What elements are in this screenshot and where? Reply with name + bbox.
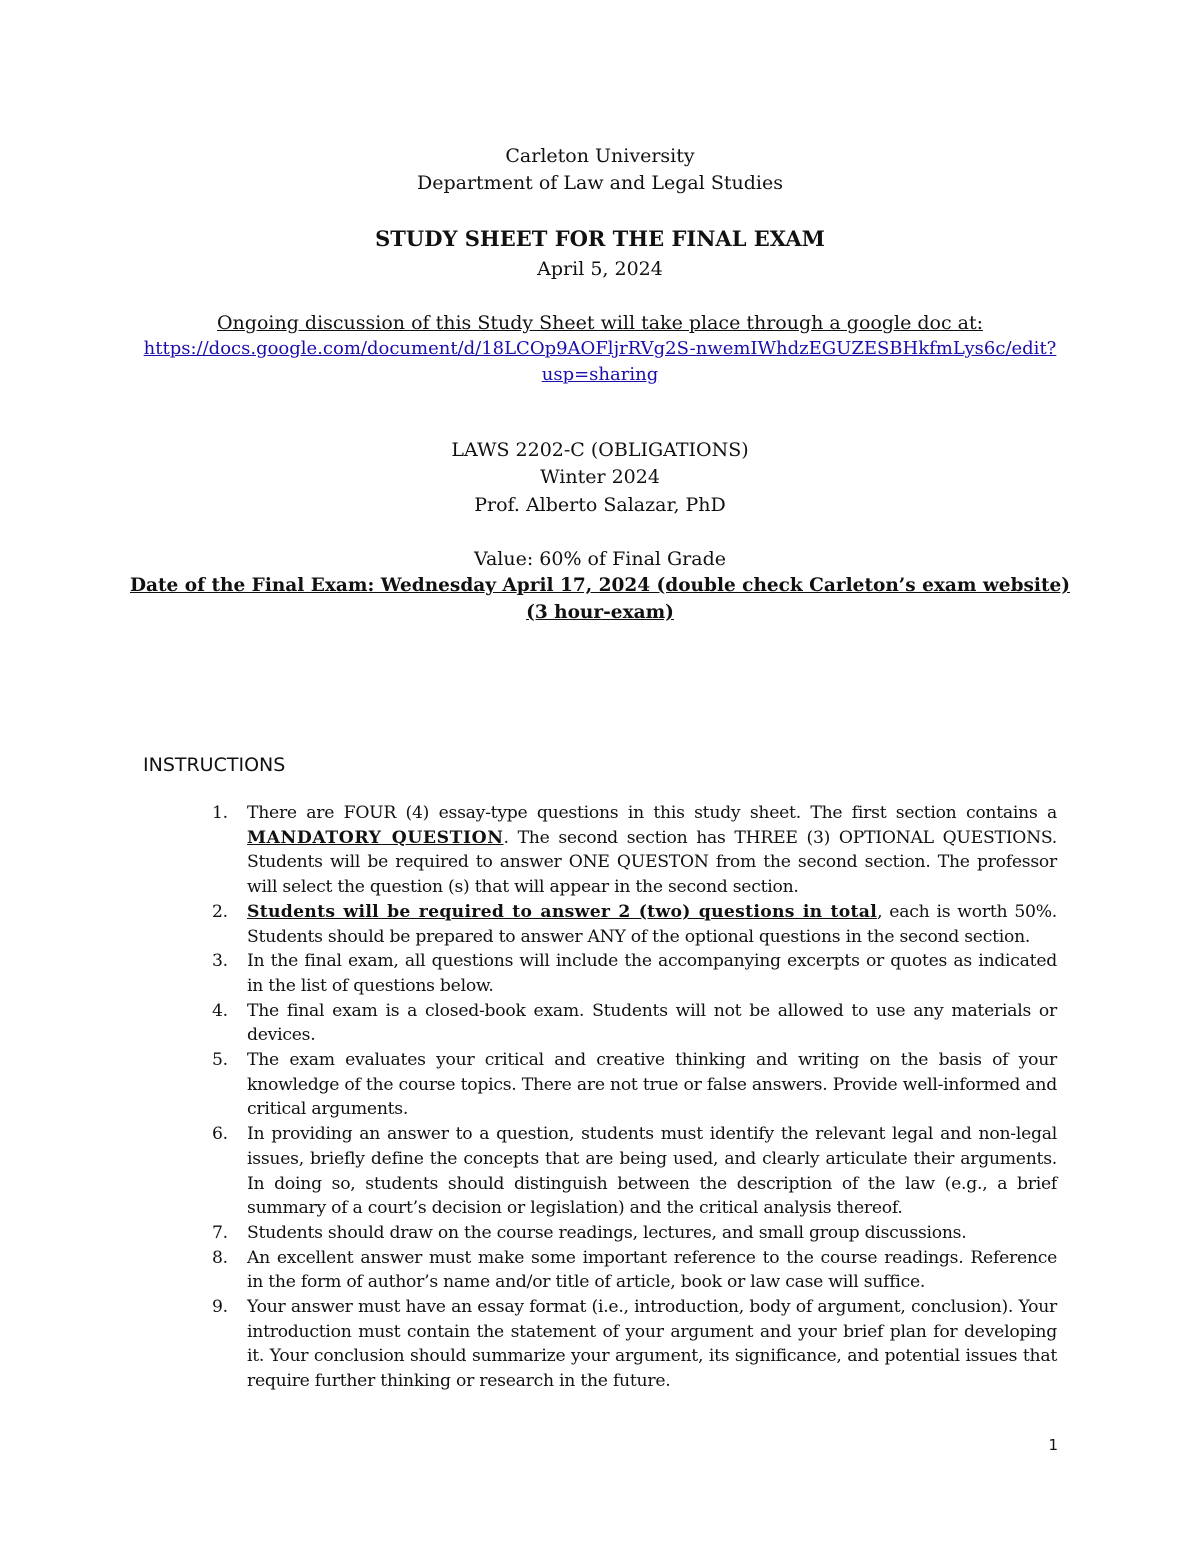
- discussion-note: Ongoing discussion of this Study Sheet will take place through a google doc at:: [216, 312, 983, 334]
- exam-date: Date of the Final Exam: Wednesday April 17, 2024 (double check Carleton’s exam website): [129, 575, 1071, 596]
- instruction-text: . The second section has THREE (3) OPTIONAL QUESTIONS. Students will be required to answer ONE QUESTON from the second section. The professor will select the question (s) that will appear in the second section.: [247, 827, 1057, 898]
- instruction-emphasis: MANDATORY QUESTION: [247, 827, 504, 848]
- course-code: LAWS 2202-C (OBLIGATIONS): [451, 439, 749, 461]
- instruction-number: 7.: [212, 1222, 228, 1243]
- instruction-item: [0, 949, 1057, 998]
- instruction-number: 9.: [212, 1297, 228, 1318]
- instruction-number: 5.: [212, 1050, 228, 1071]
- instruction-number: 8.: [212, 1247, 228, 1268]
- instruction-number: 2.: [212, 901, 228, 922]
- instruction-text: , each is worth 50%. Students should be prepared to answer ANY of the optional questions in the second section.: [247, 901, 1057, 947]
- instruction-item: [0, 900, 1057, 949]
- instruction-number: 3.: [212, 951, 228, 972]
- instruction-text: In the final exam, all questions will include the accompanying excerpts or quotes as indicated in the list of questions below.: [247, 951, 1057, 996]
- instruction-text: The final exam is a closed-book exam. Students will not be allowed to use any materials or devices.: [247, 1000, 1057, 1046]
- instruction-item: [0, 801, 1057, 900]
- instruction-number: 4.: [212, 1000, 228, 1021]
- instruction-emphasis: Students will be required to answer 2 (two) questions in total: [247, 901, 878, 922]
- instruction-text: Your answer must have an essay format (i.e., introduction, body of argument, conclusion). Your introduction must contain the statement of your argument and your brief plan for developing it. Your conclusion should summarize your argument, its significance, and potential issues that require further thinking or research in the future.: [247, 1297, 1057, 1392]
- instruction-text: The exam evaluates your critical and creative thinking and writing on the basis of your knowledge of the course topics. There are not true or false answers. Provide well-informed and critical arguments.: [247, 1050, 1057, 1120]
- university-name: Carleton University: [505, 145, 695, 167]
- instruction-item: [0, 1048, 1057, 1122]
- instructions-heading: INSTRUCTIONS: [143, 754, 286, 776]
- page-number: 1: [1048, 1436, 1058, 1454]
- instruction-item: [0, 1246, 1057, 1295]
- document-date: April 5, 2024: [537, 258, 663, 280]
- instruction-text: There are FOUR (4) essay-type questions in this study sheet. The first section contains a: [247, 803, 1057, 823]
- instruction-text: In providing an answer to a question, students must identify the relevant legal and non-legal issues, briefly define the concepts that are being used, and clearly articulate their arguments. In doing so, students should distinguish between the description of the law (e.g., a brief summary of a court’s decision or legislation) and the critical analysis thereof.: [247, 1124, 1057, 1219]
- instruction-item: [0, 1221, 1057, 1246]
- course-term: Winter 2024: [540, 466, 660, 488]
- instruction-text: Students should draw on the course readings, lectures, and small group discussions.: [247, 1222, 967, 1243]
- instruction-item: [0, 1122, 1057, 1221]
- google-doc-link[interactable]: [0, 336, 1200, 388]
- google-doc-link-line1[interactable]: https://docs.google.com/document/d/18LCOp9AOFljrRVg2S-nwemIWhdzEGUZESBHkfmLys6c/edit?: [143, 338, 1057, 359]
- instructions-list: [0, 801, 1200, 1394]
- instruction-item: [0, 999, 1057, 1048]
- instruction-number: 6.: [212, 1124, 228, 1145]
- exam-duration: (3 hour-exam): [526, 602, 674, 623]
- document-title: STUDY SHEET FOR THE FINAL EXAM: [375, 226, 825, 251]
- course-professor: Prof. Alberto Salazar, PhD: [474, 494, 726, 516]
- grade-value: Value: 60% of Final Grade: [473, 548, 727, 570]
- instruction-item: [0, 1295, 1057, 1394]
- department-name: Department of Law and Legal Studies: [417, 172, 783, 194]
- google-doc-link-line2[interactable]: usp=sharing: [541, 364, 659, 385]
- instruction-number: 1.: [212, 803, 228, 823]
- instruction-text: An excellent answer must make some important reference to the course readings. Reference in the form of author’s name and/or title of article, book or law case will suffice.: [247, 1247, 1057, 1293]
